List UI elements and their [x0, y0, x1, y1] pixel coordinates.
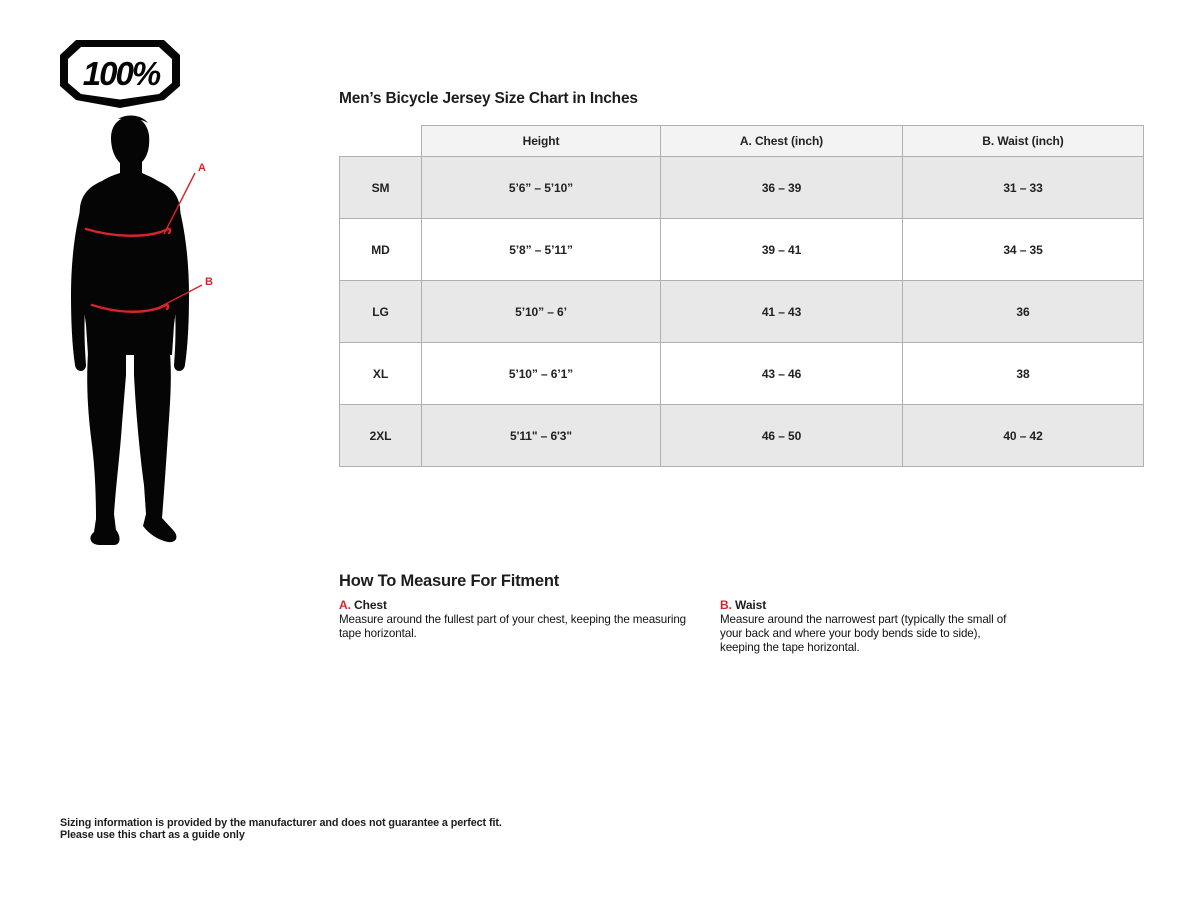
table-row-md	[340, 219, 1144, 281]
col-header-chest: A. Chest (inch)	[661, 126, 903, 157]
table-row-2xl	[340, 405, 1144, 467]
brand-logo	[60, 40, 180, 108]
size-cell: SM	[340, 157, 422, 219]
height-cell: 5’10” – 6’1”	[422, 343, 661, 405]
chest-cell: 39 – 41	[661, 219, 903, 281]
chest-cell: 46 – 50	[661, 405, 903, 467]
table-row-xl	[340, 343, 1144, 405]
chest-cell: 36 – 39	[661, 157, 903, 219]
waist-cell: 34 – 35	[903, 219, 1144, 281]
measure-key-b: B.	[720, 598, 732, 612]
logo-text: 100%	[82, 55, 160, 92]
logo-hexagon-icon	[60, 40, 180, 108]
male-silhouette-icon	[58, 113, 216, 555]
measure-text-chest: Measure around the fullest part of your chest, keeping the measuring tape horizontal.	[339, 613, 687, 640]
waist-cell: 36	[903, 281, 1144, 343]
size-cell: MD	[340, 219, 422, 281]
disclaimer-line-1: Sizing information is provided by the manufacturer and does not guarantee a perfect fit.	[60, 817, 502, 829]
col-header-waist: B. Waist (inch)	[903, 126, 1144, 157]
measure-name-chest: Chest	[354, 598, 387, 612]
height-cell: 5’6” – 5’10”	[422, 157, 661, 219]
how-to-measure-title: How To Measure For Fitment	[339, 572, 560, 590]
page-title: Men’s Bicycle Jersey Size Chart in Inches	[339, 90, 638, 107]
height-cell: 5’8” – 5’11”	[422, 219, 661, 281]
chest-label-a: A	[198, 162, 206, 174]
height-cell: 5’10” – 6’	[422, 281, 661, 343]
height-cell: 5'11" – 6'3"	[422, 405, 661, 467]
waist-label-b: B	[205, 276, 213, 288]
table-header-row	[340, 126, 1144, 157]
measure-item-waist	[720, 598, 1020, 655]
size-cell: XL	[340, 343, 422, 405]
size-chart-table	[339, 125, 1144, 467]
measure-name-waist: Waist	[735, 598, 767, 612]
body-measurement-figure	[58, 113, 216, 555]
disclaimer-line-2: Please use this chart as a guide only	[60, 829, 245, 841]
size-cell: 2XL	[340, 405, 422, 467]
measure-text-waist: Measure around the narrowest part (typically the small of your back and where your body bends side to side), keeping the tape horizontal.	[720, 613, 1007, 654]
waist-cell: 31 – 33	[903, 157, 1144, 219]
sizing-disclaimer	[60, 817, 502, 841]
table-row-lg	[340, 281, 1144, 343]
chest-cell: 43 – 46	[661, 343, 903, 405]
col-header-height: Height	[422, 126, 661, 157]
empty-corner-cell	[340, 126, 422, 157]
table-row-sm	[340, 157, 1144, 219]
measure-label-chest	[339, 598, 689, 612]
chest-cell: 41 – 43	[661, 281, 903, 343]
measure-key-a: A.	[339, 598, 351, 612]
waist-cell: 38	[903, 343, 1144, 405]
size-cell: LG	[340, 281, 422, 343]
measure-item-chest	[339, 598, 689, 641]
measure-label-waist	[720, 598, 1020, 612]
waist-cell: 40 – 42	[903, 405, 1144, 467]
